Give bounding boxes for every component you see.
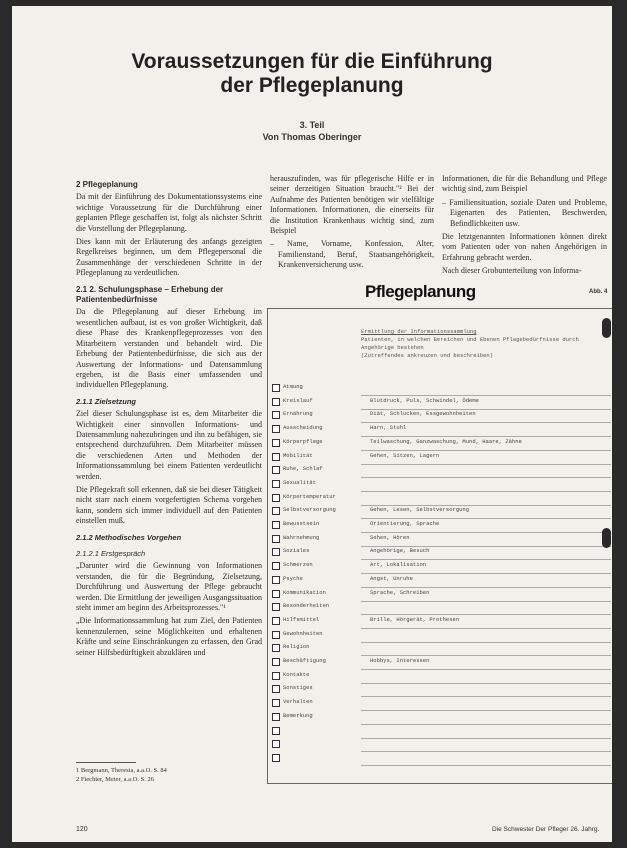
form-row-divider (361, 601, 611, 602)
form-row-value: Art, Lokalisation (370, 561, 427, 569)
form-row-label: Verhalten (283, 698, 313, 706)
form-row-divider (361, 450, 611, 451)
form-checkbox[interactable] (272, 658, 280, 666)
form-checkbox[interactable] (272, 521, 280, 529)
form-row-label: Gewohnheiten (283, 629, 323, 637)
form-checkbox[interactable] (272, 740, 280, 748)
form-row-label: Kommunikation (283, 588, 326, 596)
form-row-value: Angst, Unruhe (370, 574, 413, 582)
form-checkbox[interactable] (272, 439, 280, 447)
form-row-label: Kontakte (283, 670, 310, 678)
form-row-label: Ausscheidung (283, 424, 323, 432)
form-row-value: Harn, Stuhl (370, 424, 407, 432)
pflegeplanung-form-figure (267, 282, 612, 782)
running-footer: Die Schwester Der Pfleger 26. Jahrg. (492, 826, 600, 833)
form-row-label: Ernährung (283, 410, 313, 418)
form-checkbox[interactable] (272, 425, 280, 433)
paragraph: Informationen, die für die Behandlung und Pflege wichtig sind, zum Beispiel (442, 174, 607, 194)
form-row-value: Sprache, Schreiben (370, 588, 430, 596)
form-checkbox[interactable] (272, 384, 280, 392)
form-checkbox[interactable] (272, 699, 280, 707)
form-row-divider (361, 683, 611, 684)
form-row-divider (361, 738, 611, 739)
form-row-value: Diät, Schlucken, Essgewohnheiten (370, 410, 476, 418)
form-checkbox[interactable] (272, 480, 280, 488)
form-row-divider (361, 491, 611, 492)
form-checkbox[interactable] (272, 453, 280, 461)
footnotes (76, 766, 261, 784)
form-row-label: Sonstiges (283, 684, 313, 692)
form-checkbox[interactable] (272, 535, 280, 543)
form-checkbox[interactable] (272, 576, 280, 584)
paragraph: Die letztgenannten Informationen können direkt vom Patienten oder von nahen Angehörigen in Erfahrung gebracht werden. (442, 232, 607, 262)
form-row-label: Bemerkung (283, 711, 313, 719)
form-row-label: Selbstversorgung (283, 506, 336, 514)
form-checkbox[interactable] (272, 590, 280, 598)
part-label: 3. Teil (299, 120, 325, 130)
form-checkbox[interactable] (272, 603, 280, 611)
form-row-label: Religion (283, 643, 310, 651)
form-row-label: Psyche (283, 574, 303, 582)
form-row-label: Körpertemperatur (283, 492, 336, 500)
article-title (12, 50, 612, 98)
form-row-label: Sexualität (283, 478, 317, 486)
form-row-label: Soziales (283, 547, 310, 555)
form-checkbox[interactable] (272, 644, 280, 652)
form-row-value: Brille, Hörgerät, Prothesen (370, 615, 460, 623)
form-row-divider (361, 642, 611, 643)
footnote: 1 Bergmann, Theresia, a.a.O. S. 84 (76, 767, 167, 774)
form-row-label: Schmerzen (283, 561, 313, 569)
list-item: – Name, Vorname, Konfession, Alter, Familienstand, Beruf, Staatsangehörigkeit, Krankenversicherung usw. (270, 239, 434, 270)
form-title: Pflegeplanung (365, 282, 476, 301)
subsection-heading: 2.1.2 Methodisches Vorgehen (76, 532, 182, 542)
punch-hole (602, 318, 611, 338)
form-checkbox[interactable] (272, 507, 280, 515)
list-item: – Familiensituation, soziale Daten und Probleme, Eigenarten des Patienten, Beschwerden, Befindlichkeiten usw. (442, 197, 607, 228)
form-checkbox[interactable] (272, 466, 280, 474)
form-checkbox[interactable] (272, 754, 280, 762)
form-checkbox[interactable] (272, 672, 280, 680)
form-checkbox[interactable] (272, 562, 280, 570)
form-header-line: (Zutreffendes ankreuzen und beschreiben) (361, 352, 494, 359)
form-row-value: Gehen, Sitzen, Lagern (370, 451, 440, 459)
paragraph: Nach dieser Grobunterteilung von Informa- (442, 266, 582, 276)
section-heading: 2.1 2. Schulungsphase – Erhebung der Patientenbedürfnisse (76, 284, 224, 305)
form-row-label: Beschäftigung (283, 657, 326, 664)
paragraph: Da die Pflegeplanung auf dieser Erhebung im wesentlichen aufbaut, ist es von großer Wichtigkeit, daß diese Phase des Krankenpflegeprozesses von den Mitarbeitern verstanden und behandelt wird. Die Erhebung der Patientenbedürfnisse, die sich aus der Auswertung der Informations- und Datensammlung ergeben, ist die Basis einer umfassenden und individuellen Pflegeplanung. (76, 307, 262, 390)
paragraph: „Darunter wird die Gewinnung von Informationen verstanden, die für die Begründung, Zielsetzung, Durchführung und Auswertung der Pflege gebraucht werden. Die Ermittlung der jeweiligen Ausgangssituation steht immer am beginn des Arbeitsprozesses."¹ (76, 561, 262, 613)
page-number: 120 (76, 826, 88, 833)
author-line: Von Thomas Oberinger (262, 132, 362, 142)
form-row-divider (361, 477, 611, 478)
form-row-value: Blutdruck, Puls, Schwindel, Ödeme (370, 396, 479, 404)
form-row-divider (361, 464, 611, 465)
paragraph: Die Pflegekraft soll erkennen, daß sie bei dieser Tätigkeit nicht starr nach einem vorgefertigten Schema vorgehen kann, sondern sich immer individuell auf den Patienten einstellen muß. (76, 484, 262, 526)
form-row-label: Hilfsmittel (283, 615, 320, 623)
form-row-label: Wahrnehmung (283, 533, 320, 541)
form-row-divider (361, 696, 611, 697)
column-2 (270, 174, 434, 274)
footnote: 2 Fiechter, Meier, a.a.O. S. 26 (76, 776, 154, 783)
form-checkbox[interactable] (272, 411, 280, 419)
paragraph: „Die Informationssammlung hat zum Ziel, den Patienten kennenzulernen, seine Möglichkeiten und erhaltenen Kräfte und seine Einschränkungen zu erfassen, den Grad seiner Hilfsbedürftigkeit abzuklären und (76, 616, 262, 657)
form-checkbox[interactable] (272, 685, 280, 693)
footnote-divider (76, 762, 136, 763)
form-checkbox[interactable] (272, 727, 280, 735)
form-row-divider (361, 669, 611, 670)
form-header (361, 328, 611, 360)
form-checkbox[interactable] (272, 631, 280, 639)
subsection-heading: 2.1.1 Zielsetzung (76, 396, 137, 406)
form-row-divider (361, 628, 611, 629)
form-row-divider (361, 587, 611, 588)
title-line-2: der Pflegeplanung (220, 74, 404, 97)
column-3 (442, 174, 607, 280)
form-header-line: Ermittlung der Informationssammlung (361, 328, 477, 335)
paragraph: Da mit der Einführung des Dokumentationssystems eine wichtige Voraussetzung für die Durchführung einer geplanten Pflege geschaffen ist, folgt als nächster Schritt die Vorstellung der Pflegeplanung. (76, 192, 262, 233)
form-row-value: Angehörige, Besuch (370, 547, 430, 555)
form-row-value: Teilwaschung, Ganzwaschung, Mund, Haare, Zähne (370, 437, 522, 445)
paragraph: herauszufinden, was für pflegerische Hilfe er in seiner derzeitigen Situation braucht."² Bei der Aufnahme des Patienten benötigen wir vielfältige Informationen. Informationen, die einerseits für die Institution Krankenhaus wichtig sind, zum Beispiel (270, 174, 434, 236)
section-heading: 2 Pflegeplanung (76, 180, 138, 189)
paragraph: Ziel dieser Schulungsphase ist es, dem Mitarbeiter die Wichtigkeit einer sinnvollen Informations- und Datensammlung nahezubringen und ihn zu befähigen, sie entsprechend durchzuführen. Dem Mitarbeiter müssen die verschiedenen Arten und Methoden der Informationssammlung bei einem Patienten verdeutlicht werden. (76, 409, 262, 481)
form-row-label: Bewusstsein (283, 520, 320, 527)
form-row-label: Ruhe, Schlaf (283, 465, 323, 473)
form-row-label: Besonderheiten (283, 602, 330, 610)
form-row-divider (361, 573, 611, 574)
form-row-value: Orientierung, Sprache (370, 520, 440, 527)
form-checkbox[interactable] (272, 548, 280, 556)
form-checkbox[interactable] (272, 398, 280, 406)
form-checkbox[interactable] (272, 713, 280, 721)
form-row-value: Sehen, Hören (370, 533, 410, 541)
form-row-value: Hobbys, Interessen (370, 657, 430, 664)
subsection-heading: 2.1.2.1 Erstgespräch (76, 549, 146, 558)
form-checkbox[interactable] (272, 494, 280, 502)
form-checkbox[interactable] (272, 617, 280, 625)
form-row-label: Mobilität (283, 451, 313, 459)
paragraph: Dies kann mit der Erläuterung des anfangs gezeigten Regelkreises beginnen, um dem Pflegepersonal die Zusammenhänge der verschiedenen Schritte in der Pflegeplanung zu verdeutlichen. (76, 237, 262, 278)
form-row-divider (361, 751, 611, 752)
punch-hole (602, 528, 611, 548)
form-row-label: Atmung (283, 383, 303, 390)
form-row-divider (361, 532, 611, 533)
figure-label: Abb. 4 (589, 289, 608, 295)
form-header-line: Patienten, in welchen Bereichen und Ebenen Pflegebedürfnisse durch Angehörige bestehen (361, 336, 579, 351)
form-row-divider (361, 710, 611, 711)
form-row-divider (361, 395, 611, 396)
form-row-label: Kreislauf (283, 396, 313, 404)
document-page (12, 6, 612, 842)
column-1 (76, 174, 262, 661)
title-line-1: Voraussetzungen für die Einführung (131, 50, 493, 73)
form-row-value: Gehen, Lesen, Selbstversorgung (370, 506, 470, 514)
form-row-divider (361, 724, 611, 725)
form-row-label: Körperpflege (283, 437, 323, 445)
form-row-divider (361, 436, 611, 437)
form-row-divider (361, 765, 611, 766)
